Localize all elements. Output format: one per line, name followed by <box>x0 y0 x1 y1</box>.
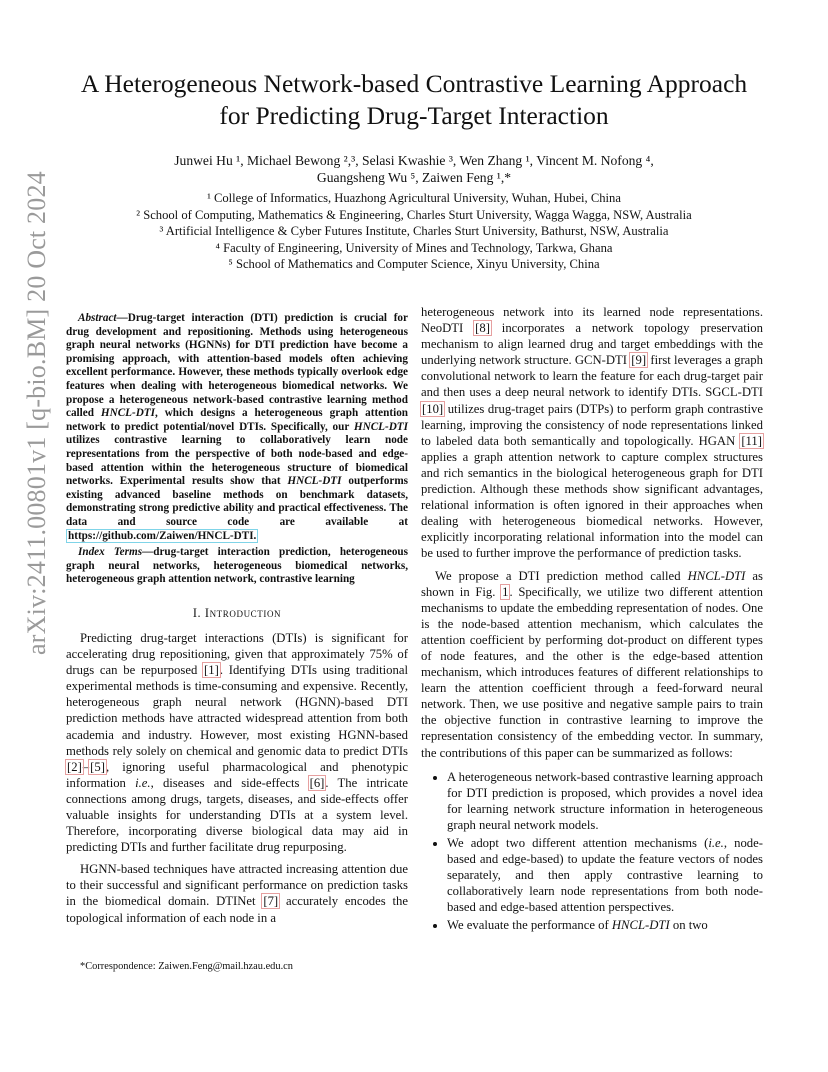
citation-link[interactable]: [8] <box>475 321 490 336</box>
intro-paragraph-2: HGNN-based techniques have attracted increasing attention due to their successful and significant performance on prediction tasks in the biomedical domain. DTINet [7] accurately encodes the topological information of each node in a <box>66 862 408 925</box>
citation-link[interactable]: [7] <box>263 894 279 909</box>
citation-link[interactable]: [10] <box>422 401 444 416</box>
author-line-1: Junwei Hu ¹, Michael Bewong ²,³, Selasi Kwashie ³, Wen Zhang ¹, Vincent M. Nofong ⁴, <box>174 153 654 168</box>
list-item: • We evaluate the performance of HNCL-DTI on two <box>447 917 763 933</box>
citation-link[interactable]: [9] <box>631 353 647 368</box>
affiliation-3: ³ Artificial Intelligence & Cyber Futures Institute, Charles Sturt University, Bathurst, NSW, Australia <box>159 224 669 239</box>
arxiv-identifier: arXiv:2411.00801v1 [q-bio.BM] 20 Oct 2024 <box>22 171 51 655</box>
affiliation-1: ¹ College of Informatics, Huazhong Agricultural University, Wuhan, Hubei, China <box>207 191 621 205</box>
source-code-link[interactable]: https://github.com/Zaiwen/HNCL-DTI. <box>68 529 257 542</box>
left-column <box>66 312 408 932</box>
citation-link[interactable]: [2] <box>67 759 82 774</box>
citation-link[interactable]: [1] <box>204 663 219 678</box>
list-item: • A heterogeneous network-based contrastive learning approach for DTI prediction is proposed, which provides a novel idea for learning network structure information in heterogeneous graph neural network models. <box>447 769 763 833</box>
citation-link[interactable]: [11] <box>741 433 762 448</box>
author-line-2: Guangsheng Wu ⁵, Zaiwen Feng ¹,* <box>316 170 512 185</box>
right-paragraph-1: heterogeneous network into its learned node representations. NeoDTI [8] incorporates a network topology preservation mechanism to align learned drug and target embeddings with the underlying network structure. GCN-DTI [9] first leverages a graph convolutional network to learn the feature for each drug-target pair and then uses a deep neural network to identify DTIs. SGCL-DTI [10] utilizes drug-traget pairs (DTPs) to perform graph contrastive learning, improving the consistency of node representations linked to labeled data both semantically and topologically. HGAN [11] applies a graph attention network to capture complex structures and rich semantics in the biological heterogeneous graph for DTI prediction. Although these methods show significant advantages, relational information is often ignored in their approaches when dealing with heterogeneous biomedical networks. However, explicitly incorporating relational information into the model can be used to further improve the performance of prediction tasks. <box>421 305 763 561</box>
index-terms: Index Terms—drug-target interaction prediction, heterogeneous graph neural networks, heterogeneous biomedical networks, heterogeneous graph attention network, contrastive learning <box>66 546 408 586</box>
affiliation-4: ⁴ Faculty of Engineering, University of Mines and Technology, Tarkwa, Ghana <box>215 240 613 255</box>
right-column <box>421 304 763 936</box>
section-heading-introduction: I. Introduction <box>192 605 282 620</box>
affiliation-5: ⁵ School of Mathematics and Computer Science, Xinyu University, China <box>228 257 600 272</box>
affiliation-2: ² School of Computing, Mathematics & Engineering, Charles Sturt University, Wagga Wagga, NSW, Australia <box>136 207 692 222</box>
abstract: Abstract—Drug-target interaction (DTI) prediction is crucial for drug development and repositioning. Methods using heterogeneous graph neural networks (HGNNs) for DTI prediction have become a promising approach, with attention-based models often achieving excellent performance. However, these methods typically overlook edge features when dealing with heterogeneous biomedical networks. We propose a heterogeneous network-based contrastive learning method called HNCL-DTI, which designs a heterogeneous graph attention network to predict potential/novel DTIs. Specifically, our HNCL-DTI utilizes contrastive learning to collaboratively learn node representations from the perspective of both node-based and edge-based attention within the heterogeneous structure of biomedical networks. Experimental results show that HNCL-DTI outperforms existing advanced baseline methods on benchmark datasets, demonstrating strong predictive ability and practical effectiveness. The data and source code are available at https://github.com/Zaiwen/HNCL-DTI. <box>66 312 409 542</box>
intro-paragraph-1: Predicting drug-target interactions (DTIs) is significant for accelerating drug repositioning, given that approximately 75% of drugs can be repurposed [1]. Identifying DTIs using traditional experimental methods is time-consuming and expensive. Recently, heterogeneous graph neural network (HGNN)-based DTI prediction methods have attracted widespread attention from both academia and industry. However, most existing HGNN-based methods rely solely on chemical and genomic data to predict DTIs [2]–[5], ignoring useful pharmacological and phenotypic information i.e., diseases and side-effects [6]. The intricate connections among drugs, targets, diseases, and side-effects offer valuable insights for understanding DTIs at a system level. Therefore, incorporating diverse biological data may aid in predicting DTIs and further facilitate drug repurposing. <box>66 630 408 855</box>
affiliations <box>60 190 768 273</box>
citation-link[interactable]: [5] <box>90 759 105 774</box>
paper-title: A Heterogeneous Network-based Contrastive Learning Approach for Predicting Drug-Target Interaction <box>80 69 748 130</box>
footnote: *Correspondence: Zaiwen.Feng@mail.hzau.edu.cn <box>80 961 293 972</box>
figure-link[interactable]: 1 <box>502 584 509 599</box>
author-list <box>80 152 748 186</box>
right-paragraph-2: We propose a DTI prediction method called HNCL-DTI as shown in Fig. 1. Specifically, we utilize two different attention mechanisms to update the embedding representation of nodes. One is the node-based attention mechanism, which calculates the attention coefficient by performing dot-product on different types of node features, and the other is the edge-based attention mechanism, which introduces features of different relationships to learn the attention coefficient through a feed-forward neural network. Then, we use positive and negative sample pairs to train the objective function in contrastive learning to improve the representation consistency of the embedding vector. In summary, the contributions of this paper can be summarized as follows: <box>421 568 763 760</box>
list-item: • We adopt two different attention mechanisms (i.e., node-based and edge-based) to update the feature vectors of nodes separately, and then apply contrastive learning to collaboratively learn node representations from both node-based and edge-based attention perspectives. <box>447 835 763 915</box>
contributions-list <box>421 769 763 934</box>
citation-link[interactable]: [6] <box>309 775 325 790</box>
